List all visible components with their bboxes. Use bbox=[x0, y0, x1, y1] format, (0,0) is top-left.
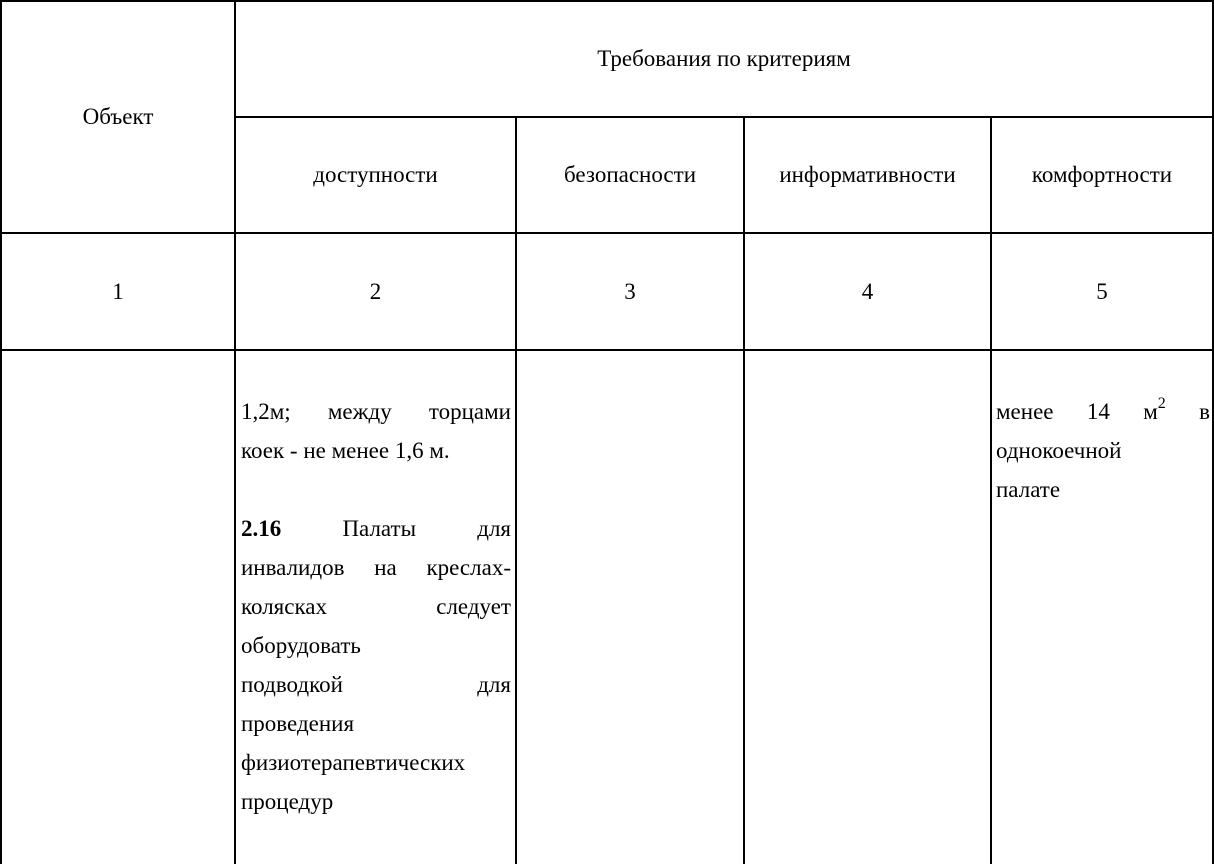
clause-line-3: колясках следует bbox=[241, 594, 511, 619]
clause-line-1-rest: Палаты для bbox=[342, 516, 511, 541]
comfort-line-1-end: в bbox=[1199, 399, 1210, 424]
column-number-1: 1 bbox=[112, 278, 124, 304]
clause-number: 2.16 bbox=[241, 516, 282, 541]
informativeness-cell bbox=[745, 351, 990, 864]
comfort-line-3: палате bbox=[996, 477, 1061, 502]
header-accessibility: доступности bbox=[313, 162, 438, 187]
clause-line-2: инвалидов на креслах- bbox=[241, 555, 511, 580]
accessibility-line-2: коек - не менее 1,6 м. bbox=[241, 438, 450, 463]
comfort-line-1-text: менее 14 м bbox=[996, 399, 1158, 424]
header-informativeness: информативности bbox=[779, 162, 956, 187]
header-requirements: Требования по критериям bbox=[597, 46, 851, 71]
column-number-3: 3 bbox=[624, 278, 636, 304]
clause-line-1 bbox=[241, 509, 511, 548]
clause-line-5: подводкой для bbox=[241, 672, 511, 697]
header-object: Объект bbox=[82, 104, 154, 129]
comfort-superscript: 2 bbox=[1157, 395, 1166, 413]
accessibility-cell-text bbox=[241, 392, 511, 821]
column-number-4: 4 bbox=[861, 278, 874, 304]
header-comfort: комфортности bbox=[1031, 162, 1173, 187]
clause-line-8: процедур bbox=[241, 789, 334, 814]
safety-cell bbox=[517, 351, 743, 864]
accessibility-spacer bbox=[241, 470, 511, 509]
comfort-line-1 bbox=[996, 392, 1210, 431]
comfort-cell-text bbox=[996, 392, 1210, 509]
comfort-line-2: однокоечной bbox=[996, 438, 1122, 463]
header-safety: безопасности bbox=[563, 162, 696, 187]
clause-line-6: проведения bbox=[241, 711, 355, 736]
clause-line-4: оборудовать bbox=[241, 633, 361, 658]
column-number-5: 5 bbox=[1096, 278, 1108, 304]
accessibility-line-1: 1,2м; между торцами bbox=[241, 399, 511, 424]
clause-line-7: физиотерапевтических bbox=[241, 750, 466, 775]
column-number-2: 2 bbox=[369, 278, 382, 304]
